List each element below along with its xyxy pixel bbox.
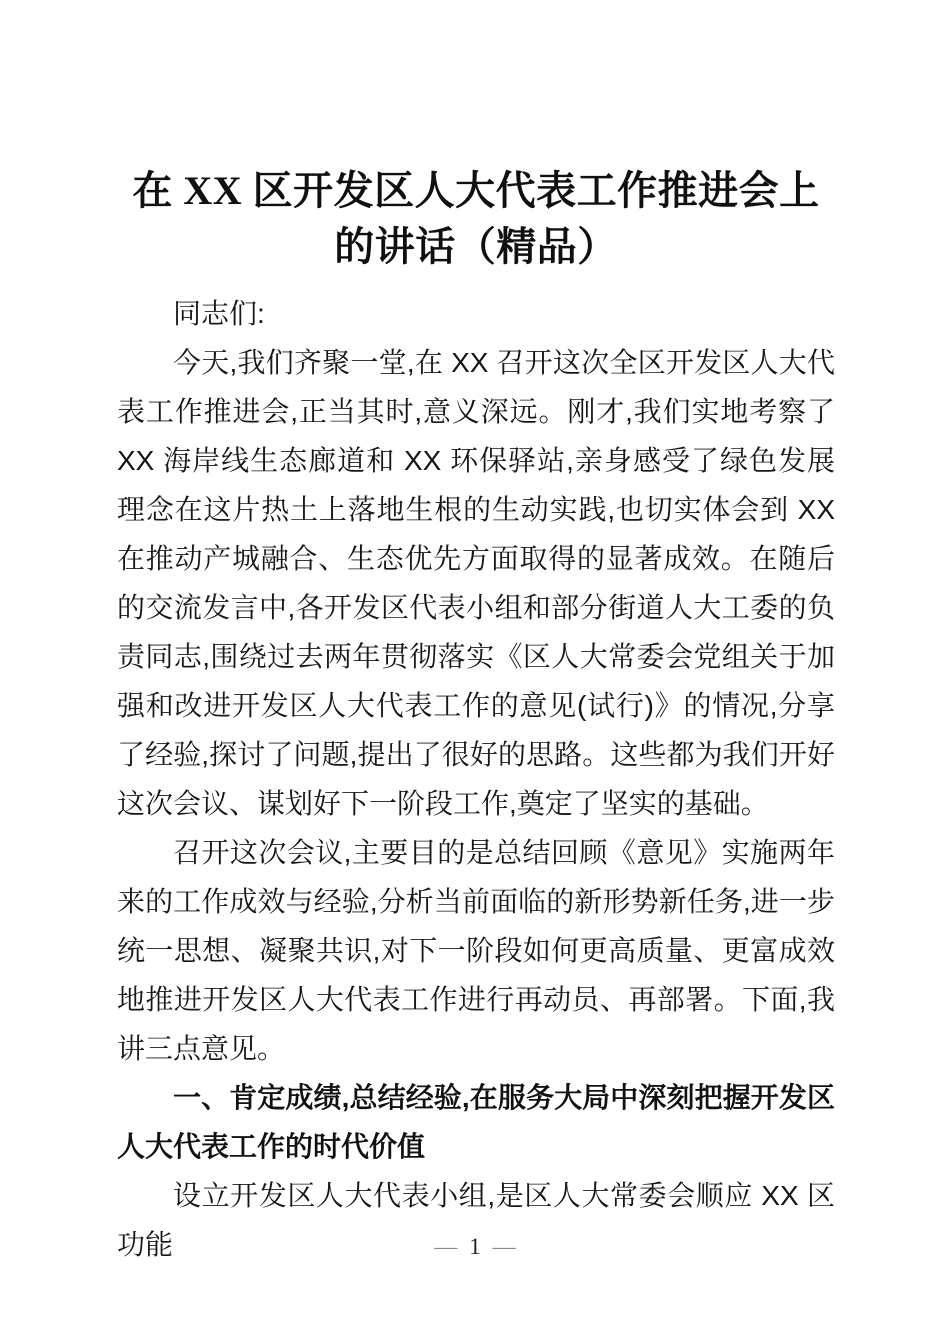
section-heading-1: 一、肯定成绩,总结经验,在服务大局中深刻把握开发区人大代表工作的时代价值: [117, 1082, 835, 1162]
page-footer: [0, 1233, 950, 1261]
document-title: 在 XX 区开发区人大代表工作推进会上的讲话（精品）: [132, 168, 820, 269]
paragraph-after-heading: 设立开发区人大代表小组,是区人大常委会顺应 XX 区功能: [117, 1180, 835, 1260]
footer-dash-right: —: [492, 1234, 516, 1259]
paragraph-opening: 今天,我们齐聚一堂,在 XX 召开这次全区开发区人大代表工作推进会,正当其时,意义深远。刚才,我们实地考察了 XX 海岸线生态廊道和 XX 环保驿站,亲身感受了绿色发展理念在这片热土上落地生根的生动实践,也切实体会到 XX 在推动产城融合、生态优先方面取得的显著成效。在随后的交流发言中,各开发区代表小组和部分街道人大工委的负责同志,围绕过去两年贯彻落实《区人大常委会党组关于加强和改进开发区人大代表工作的意见(试行)》的情况,分享了经验,探讨了问题,提出了很好的思路。这些都为我们开好这次会议、谋划好下一阶段工作,奠定了坚实的基础。: [117, 347, 835, 819]
footer-dash-left: —: [434, 1234, 458, 1259]
salutation: 同志们:: [173, 298, 265, 329]
page-number: 1: [469, 1234, 481, 1259]
document-content: [117, 163, 835, 1269]
paragraph-meeting-purpose: 召开这次会议,主要目的是总结回顾《意见》实施两年来的工作成效与经验,分析当前面临的新形势新任务,进一步统一思想、凝聚共识,对下一阶段如何更高质量、更富成效地推进开发区人大代表工作进行再动员、再部署。下面,我讲三点意见。: [117, 837, 835, 1064]
